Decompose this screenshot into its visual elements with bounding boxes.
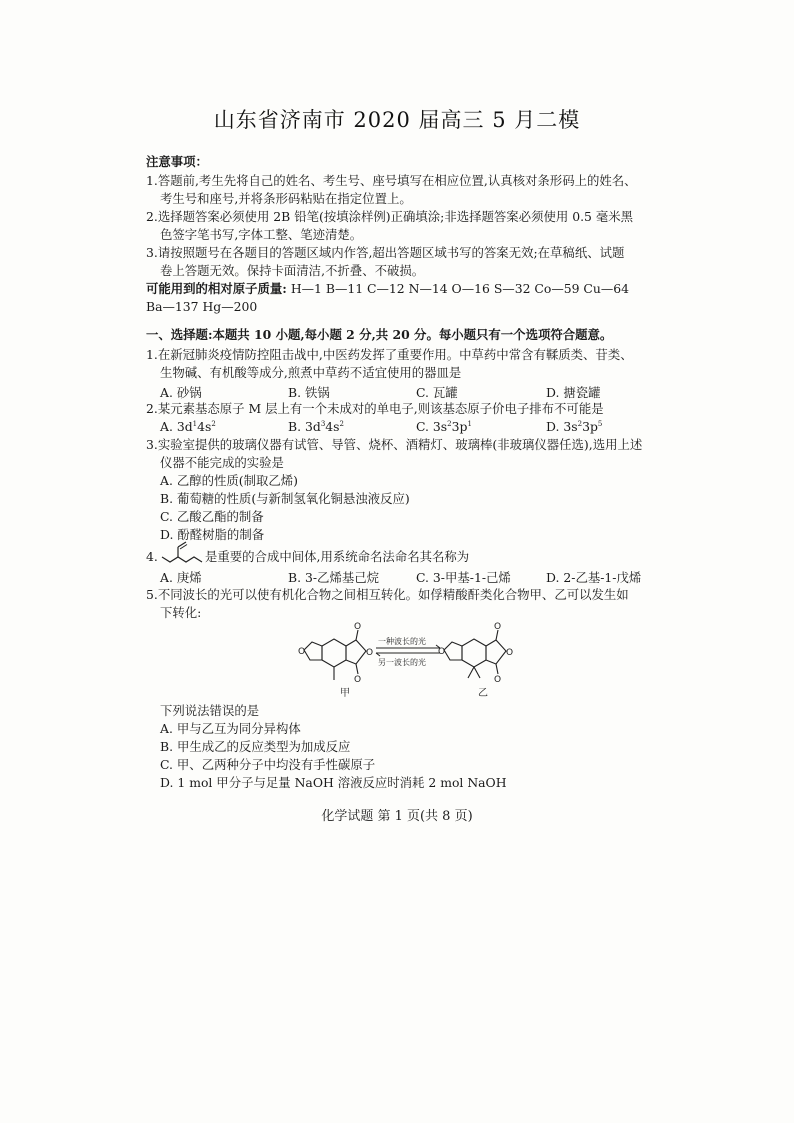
oxygen-atom: O [354, 675, 362, 685]
anhydride-ring [346, 640, 366, 664]
label-jia: 甲 [340, 688, 350, 699]
option-d: D. 1 mol 甲分子与足量 NaOH 溶液反应时消耗 2 mol NaOH [160, 775, 507, 790]
option-c: C. 瓦罐 [416, 385, 458, 400]
label-yi: 乙 [478, 688, 488, 699]
option-c: C. $3s^23p^1$ [416, 419, 472, 434]
option-b: B. 3-乙烯基己烷 [288, 570, 380, 585]
question-4-stem: 是重要的合成中间体,用系统命名法命名其名称为 [205, 549, 470, 564]
oxygen-atom: O [366, 648, 374, 658]
molecule-jia [304, 630, 366, 680]
benzene-ring [322, 639, 346, 667]
note-line: 2.选择题答案必须使用 2B 铅笔(按填涂样例)正确填涂;非选择题答案必须使用 0.5 毫米黑 [146, 209, 634, 224]
section-heading: 一、选择题:本题共 10 小题,每小题 2 分,共 20 分。每小题只有一个选项符合题意。 [146, 327, 613, 342]
option-b: B. 葡萄糖的性质(与新制氢氧化铜悬浊液反应) [160, 491, 410, 506]
question-5-prompt: 下列说法错误的是 [160, 703, 260, 718]
option-a: A. 庚烯 [160, 570, 202, 585]
option-a: A. 砂锅 [160, 385, 202, 400]
option-c: C. 乙酸乙酯的制备 [160, 509, 264, 524]
option-a: A. $3d^14s^2$ [160, 419, 216, 434]
atomic-masses-values: H—1 B—11 C—12 N—14 O—16 S—32 Co—59 Cu—64 [290, 281, 630, 296]
oxygen-atom: O [506, 648, 514, 658]
oxygen-atom: O [354, 622, 362, 632]
option-b: B. 铁锅 [288, 385, 330, 400]
atomic-masses-cont: Ba—137 Hg—200 [146, 299, 258, 314]
equilibrium-arrows [376, 645, 440, 656]
option-a: A. 乙醇的性质(制取乙烯) [160, 473, 299, 488]
carbonyl-bond [496, 664, 498, 674]
benzene-ring [462, 639, 486, 667]
question-2-stem: 2.某元素基态原子 M 层上有一个未成对的单电子,则该基态原子价电子排布不可能是 [146, 401, 604, 416]
note-line: 1.答题前,考生先将自己的姓名、考生号、座号填写在相应位置,认真核对条形码上的姓名、 [146, 173, 637, 188]
option-b: B. $3d^34s^2$ [288, 419, 344, 434]
methyl-bond [468, 667, 474, 678]
option-d: D. 搪瓷罐 [546, 385, 601, 400]
arrow-label-bottom: 另一波长的光 [378, 658, 426, 667]
question-5-stem: 5.不同波长的光可以使有机化合物之间相互转化。如俘精酸酐类化合物甲、乙可以发生如 [146, 587, 629, 602]
page-footer: 化学试题 第 1 页(共 8 页) [321, 809, 473, 824]
skeletal-formula-q4 [160, 539, 208, 567]
question-5-stem: 下转化: [160, 605, 202, 620]
furan-ring [304, 642, 322, 660]
note-line: 色签字笔书写,字体工整、笔迹清楚。 [160, 227, 363, 242]
oxygen-atom: O [494, 622, 502, 632]
reaction-diagram [290, 618, 530, 700]
option-b: B. 甲生成乙的反应类型为加成反应 [160, 739, 351, 754]
atomic-masses-label: 可能用到的相对原子质量: [146, 281, 287, 296]
option-c: C. 甲、乙两种分子中均没有手性碳原子 [160, 757, 376, 772]
question-3-stem: 仪器不能完成的实验是 [160, 455, 284, 470]
option-c: C. 3-甲基-1-己烯 [416, 570, 511, 585]
question-3-stem: 3.实验室提供的玻璃仪器有试管、导管、烧杯、酒精灯、玻璃棒(非玻璃仪器任选),选用上述 [146, 437, 643, 452]
option-d: D. 2-乙基-1-戊烯 [546, 570, 642, 585]
note-line: 卷上答题无效。保持卡面清洁,不折叠、不破损。 [160, 263, 425, 278]
methyl-bond [474, 667, 480, 678]
option-d: D. $3s^23p^5$ [546, 419, 603, 434]
anhydride-ring [486, 640, 506, 664]
option-a: A. 甲与乙互为同分异构体 [160, 721, 301, 736]
molecule-yi [444, 630, 506, 678]
carbon-chain [162, 557, 202, 562]
oxygen-atom: O [494, 675, 502, 685]
oxygen-atom: O [438, 647, 446, 657]
carbonyl-bond [356, 664, 358, 674]
arrow-label-top: 一种波长的光 [378, 637, 426, 646]
oxygen-atom: O [298, 647, 306, 657]
question-4-number: 4. [146, 549, 158, 564]
note-line: 考生号和座号,并将条形码粘贴在指定位置上。 [160, 191, 412, 206]
page-title: 山东省济南市 2020 届高三 5 月二模 [213, 108, 581, 132]
option-d: D. 酚醛树脂的制备 [160, 527, 265, 542]
atomic-masses [146, 281, 629, 297]
notes-heading: 注意事项： [146, 154, 208, 169]
question-1-stem: 生物碱、有机酸等成分,煎煮中草药不适宜使用的器皿是 [160, 365, 462, 380]
question-1-stem: 1.在新冠肺炎疫情防控阻击战中,中医药发挥了重要作用。中草药中常含有鞣质类、苷类、 [146, 347, 633, 362]
furan-ring [444, 642, 462, 660]
note-line: 3.请按照题号在各题目的答题区域内作答,超出答题区域书写的答案无效;在草稿纸、试题 [146, 245, 625, 260]
